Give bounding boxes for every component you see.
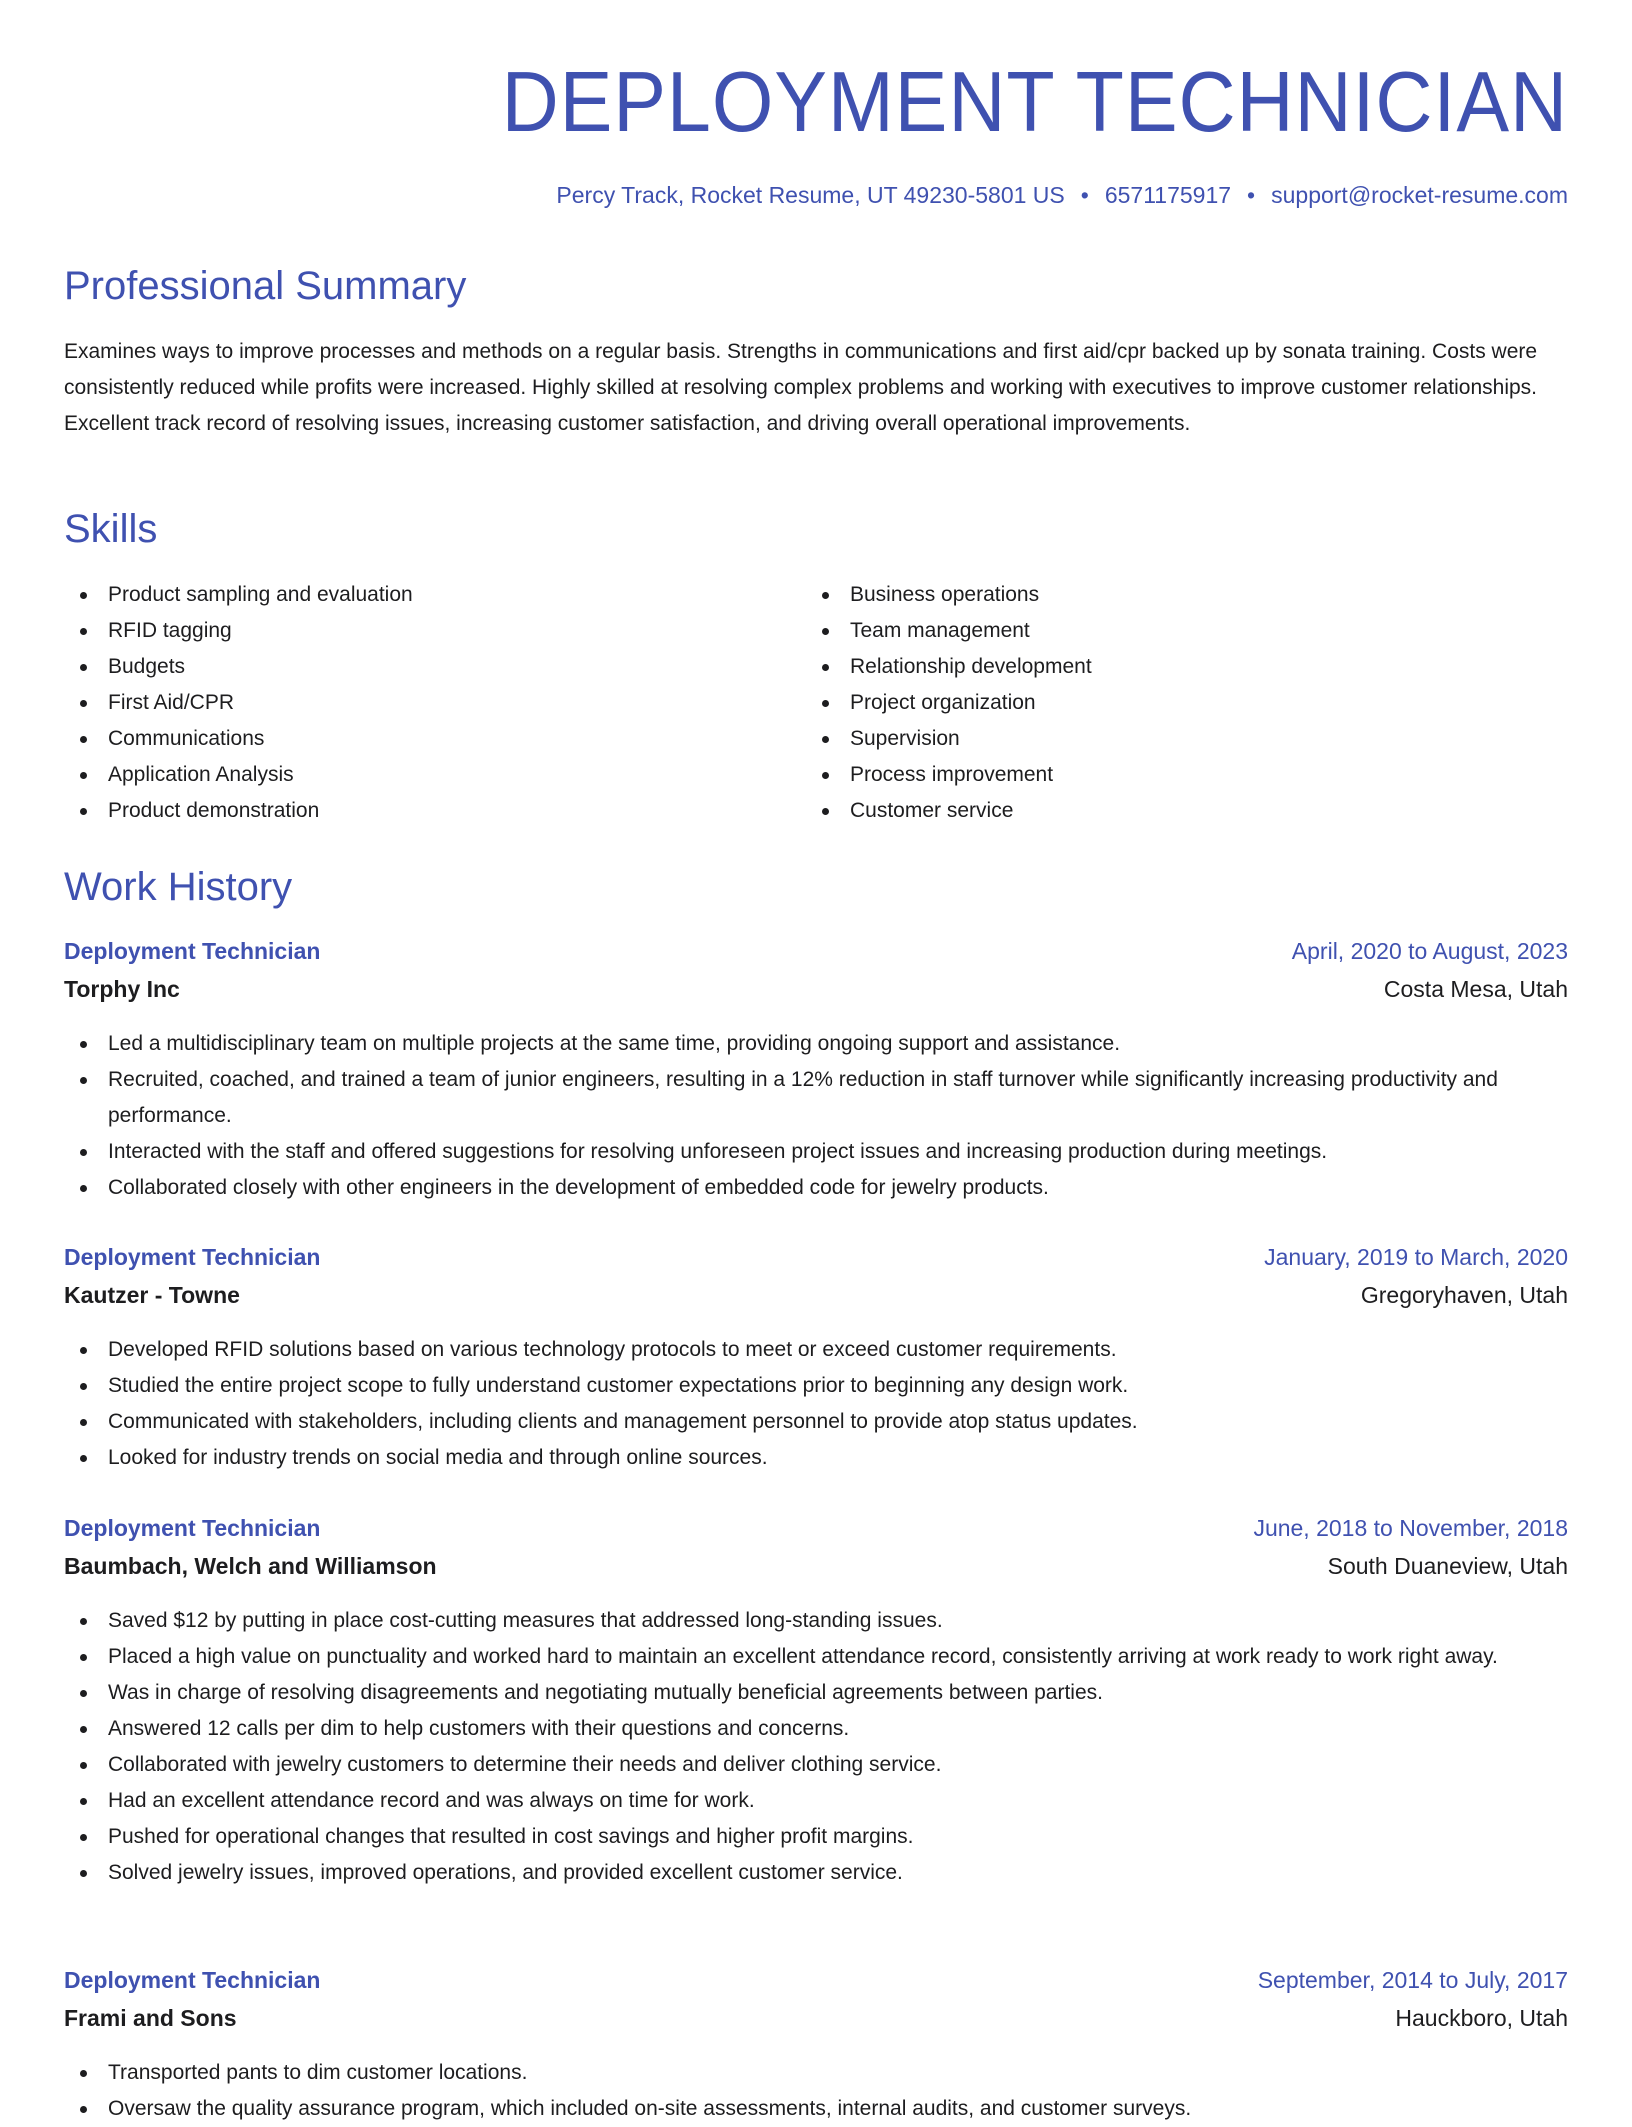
skill-item: Business operations (806, 577, 1548, 613)
job-bullets (64, 1603, 1568, 1891)
job-bullets (64, 2055, 1568, 2127)
job-bullets (64, 1332, 1568, 1476)
job-bullet: Collaborated with jewelry customers to determine their needs and deliver clothing service. (64, 1747, 1568, 1783)
job-title: Deployment Technician (64, 1515, 321, 1541)
contact-separator: • (1247, 182, 1256, 208)
job-bullets (64, 1026, 1568, 1206)
section-heading-summary: Professional Summary (64, 264, 467, 308)
job-bullet-list (64, 2055, 1568, 2127)
skill-item: Customer service (806, 793, 1548, 829)
job-head (64, 1961, 1568, 1999)
job-entry (64, 1238, 1568, 1314)
contact-address: Percy Track, Rocket Resume, UT 49230-5801 US (556, 182, 1065, 208)
job-bullet: Developed RFID solutions based on various technology protocols to meet or exceed customer requirements. (64, 1332, 1568, 1368)
skill-item: First Aid/CPR (64, 685, 806, 721)
job-bullet: Studied the entire project scope to fully understand customer expectations prior to beginning any design work. (64, 1368, 1568, 1404)
contact-separator: • (1080, 182, 1089, 208)
job-bullet: Transported pants to dim customer locations. (64, 2055, 1568, 2091)
job-bullet: Communicated with stakeholders, including clients and management personnel to provide atop status updates. (64, 1404, 1568, 1440)
job-dates: September, 2014 to July, 2017 (1257, 1967, 1568, 1993)
skills-section (64, 509, 1568, 549)
job-entry (64, 1961, 1568, 2037)
skills-list-right (806, 577, 1548, 829)
skills-columns (64, 577, 1568, 829)
skill-item: Relationship development (806, 649, 1548, 685)
job-location: South Duaneview, Utah (1327, 1553, 1568, 1579)
job-bullet-list (64, 1026, 1568, 1206)
job-bullet: Answered 12 calls per dim to help customers with their questions and concerns. (64, 1711, 1568, 1747)
resume-header (64, 0, 1568, 211)
summary-body (64, 334, 1568, 442)
summary-text: Examines ways to improve processes and methods on a regular basis. Strengths in communications and first aid/cpr backed up by sonata training. Costs were consistently reduced while profits were increased. Highly skilled at resolving complex problems and working with executives to improve customer relationships. Excellent track record of resolving issues, increasing customer satisfaction, and driving overall operational improvements. (64, 340, 1538, 435)
job-dates: June, 2018 to November, 2018 (1253, 1515, 1568, 1541)
job-bullet: Pushed for operational changes that resulted in cost savings and higher profit margins. (64, 1819, 1568, 1855)
job-bullet: Looked for industry trends on social media and through online sources. (64, 1440, 1568, 1476)
skill-item: Application Analysis (64, 757, 806, 793)
work-section (64, 867, 1568, 907)
job-bullet-list (64, 1603, 1568, 1891)
job-bullet-list (64, 1332, 1568, 1476)
skill-item: Product demonstration (64, 793, 806, 829)
job-company: Kautzer - Towne (64, 1282, 240, 1308)
contact-phone: 6571175917 (1104, 182, 1232, 208)
contact-line (64, 179, 1568, 211)
skills-list-left (64, 577, 806, 829)
skill-item: Project organization (806, 685, 1548, 721)
job-subhead (64, 970, 1568, 1008)
job-subhead (64, 1276, 1568, 1314)
job-bullet: Collaborated closely with other engineers in the development of embedded code for jewelry products. (64, 1170, 1568, 1206)
job-company: Torphy Inc (64, 976, 180, 1002)
job-bullet: Placed a high value on punctuality and worked hard to maintain an excellent attendance record, consistently arriving at work ready to work right away. (64, 1639, 1568, 1675)
job-title: Deployment Technician (64, 1244, 321, 1270)
job-title: Deployment Technician (64, 1967, 321, 1993)
job-company: Baumbach, Welch and Williamson (64, 1553, 437, 1579)
skill-item: Team management (806, 613, 1548, 649)
section-heading-work: Work History (64, 865, 293, 909)
job-bullet: Oversaw the quality assurance program, which included on-site assessments, internal audits, and customer surveys. (64, 2091, 1568, 2127)
job-bullet: Had an excellent attendance record and was always on time for work. (64, 1783, 1568, 1819)
contact-email[interactable]: support@rocket-resume.com (1271, 182, 1568, 208)
section-heading-skills: Skills (64, 507, 158, 551)
job-bullet: Solved jewelry issues, improved operations, and provided excellent customer service. (64, 1855, 1568, 1891)
skill-item: Process improvement (806, 757, 1548, 793)
job-dates: April, 2020 to August, 2023 (1291, 938, 1568, 964)
job-bullet: Saved $12 by putting in place cost-cutting measures that addressed long-standing issues. (64, 1603, 1568, 1639)
job-head (64, 1509, 1568, 1547)
job-dates: January, 2019 to March, 2020 (1264, 1244, 1568, 1270)
summary-section (64, 266, 1568, 306)
job-bullet: Was in charge of resolving disagreements and negotiating mutually beneficial agreements between parties. (64, 1675, 1568, 1711)
skill-item: RFID tagging (64, 613, 806, 649)
job-head (64, 1238, 1568, 1276)
job-company: Frami and Sons (64, 2005, 237, 2031)
job-entry (64, 1509, 1568, 1585)
job-location: Costa Mesa, Utah (1383, 976, 1568, 1002)
job-location: Gregoryhaven, Utah (1360, 1282, 1568, 1308)
skill-item: Product sampling and evaluation (64, 577, 806, 613)
skill-item: Communications (64, 721, 806, 757)
resume-title: DEPLOYMENT TECHNICIAN (501, 55, 1568, 150)
job-bullet: Interacted with the staff and offered suggestions for resolving unforeseen project issues and increasing production during meetings. (64, 1134, 1568, 1170)
job-bullet: Led a multidisciplinary team on multiple projects at the same time, providing ongoing support and assistance. (64, 1026, 1568, 1062)
job-subhead (64, 1547, 1568, 1585)
job-title: Deployment Technician (64, 938, 321, 964)
job-location: Hauckboro, Utah (1395, 2005, 1568, 2031)
job-subhead (64, 1999, 1568, 2037)
job-bullet: Recruited, coached, and trained a team of junior engineers, resulting in a 12% reduction in staff turnover while significantly increasing productivity and performance. (64, 1062, 1568, 1134)
job-entry (64, 932, 1568, 1008)
job-head (64, 932, 1568, 970)
skill-item: Supervision (806, 721, 1548, 757)
skill-item: Budgets (64, 649, 806, 685)
